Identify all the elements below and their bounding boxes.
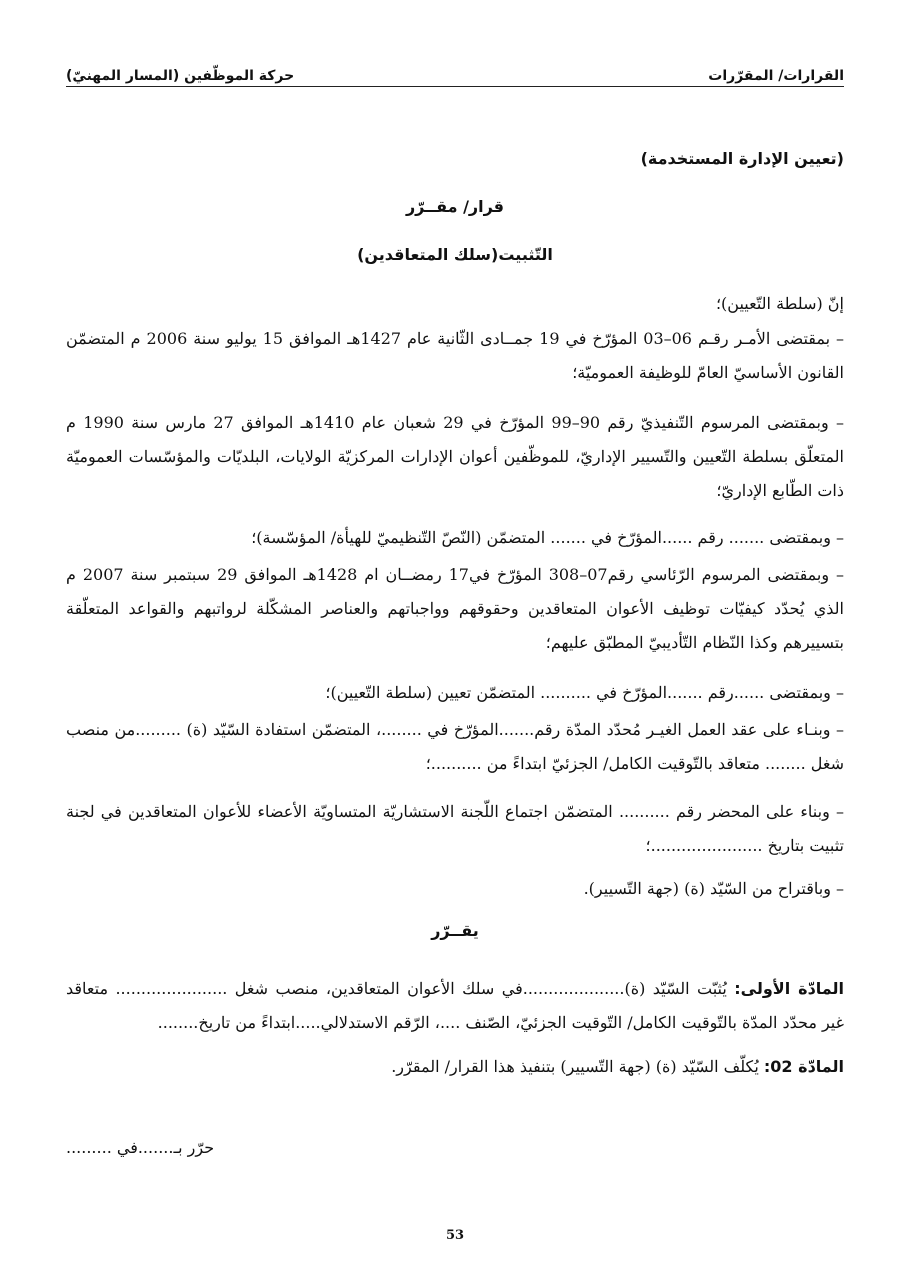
page-number: 53 bbox=[445, 1228, 465, 1243]
page-header bbox=[66, 58, 844, 84]
article-2-label: المادّة 02: bbox=[763, 1057, 844, 1076]
article-2 bbox=[66, 1050, 844, 1084]
article-1 bbox=[66, 972, 844, 1040]
signature-line: حرّر بـ.......في ......... bbox=[66, 1138, 215, 1157]
header-divider bbox=[66, 86, 844, 87]
preamble-clause: – وبناء على المحضر رقم .......... المتضمّن اجتماع اللّجنة الاستشاريّة المتساويّة الأعضاء للأعوان المتعاقدين في لجنة تثبيت بتاريخ ......................؛ bbox=[66, 802, 844, 855]
issuing-authority: (تعيين الإدارة المستخدمة) bbox=[640, 149, 844, 168]
decides-heading: يقــرّر bbox=[431, 921, 479, 940]
article-1-label: المادّة الأولى: bbox=[734, 979, 844, 998]
preamble-clause: – وبمقتضى ....... رقم ......المؤرّخ في ....... المتضمّن (النّصّ التّنظيميّ للهيأة/ المؤسّسة)؛ bbox=[251, 528, 844, 547]
decision-title: قرار/ مقــرّر bbox=[405, 197, 505, 216]
article-1-text: يُثبّت السّيّد (ة)....................في سلك الأعوان المتعاقدين، منصب شغل ...................... متعاقد غير محدّد المدّة بالتّوقيت الكامل/ التّوقيت الجزئيّ، الصّنف ....، الرّقم الاستدلالي.....ابتداءً من تاريخ........ bbox=[66, 979, 844, 1032]
preamble-clause: – وبمقتضى المرسوم الرّئاسي رقم07–308 المؤرّخ في17 رمضــان ام 1428هـ الموافق 29 سبتمبر سنة 2007 م الذي يُحدّد كيفيّات توظيف الأعوان المتعاقدين وحقوقهم وواجباتهم والعناصر المشكّلة لرواتبهم والقواعد المتعلّقة بتسييرهم وكذا النّظام التّأديبيّ المطبّق عليهم؛ bbox=[66, 565, 845, 652]
preamble-clause: – وباقتراح من السّيّد (ة) (جهة التّسيير). bbox=[583, 879, 844, 898]
header-left-title: حركة الموظّفين (المسار المهنيّ) bbox=[66, 68, 295, 84]
preamble-clause: – وبنـاء على عقد العمل الغيـر مُحدّد المدّة رقم.......المؤرّخ في ........، المتضمّن استفادة السّيّد (ة) .........من منصب شغل ........ متعاقد بالتّوقيت الكامل/ الجزئيّ ابتداءً من ..........؛ bbox=[66, 720, 844, 773]
preamble-intro: إنّ (سلطة التّعيين)؛ bbox=[715, 294, 844, 313]
preamble-clause: – بمقتضى الأمـر رقـم 06–03 المؤرّخ في 19 جمــادى الثّانية عام 1427هـ الموافق 15 يوليو سنة 2006 م المتضمّن القانون الأساسيّ العامّ للوظيفة العموميّة؛ bbox=[66, 329, 845, 382]
header-right-title: القرارات/ المقرّرات bbox=[708, 68, 844, 84]
preamble-clause: – وبمقتضى ......رقم .......المؤرّخ في .......... المتضمّن تعيين (سلطة التّعيين)؛ bbox=[325, 683, 844, 702]
article-2-text: يُكلّف السّيّد (ة) (جهة التّسيير) بتنفيذ هذا القرار/ المقرّر. bbox=[391, 1057, 764, 1076]
decision-subject: التّثبيت(سلك المتعاقدين) bbox=[357, 245, 553, 264]
preamble-clause: – وبمقتضى المرسوم التّنفيذيّ رقم 90–99 المؤرّخ في 29 شعبان عام 1410هـ الموافق 27 مارس سنة 1990 م المتعلّق بسلطة التّعيين والتّسيير الإداريّ، للموظّفين أعوان الإدارات المركزيّة الولايات، البلديّات والمؤسّسات العموميّة ذات الطّابع الإداريّ؛ bbox=[66, 413, 844, 500]
